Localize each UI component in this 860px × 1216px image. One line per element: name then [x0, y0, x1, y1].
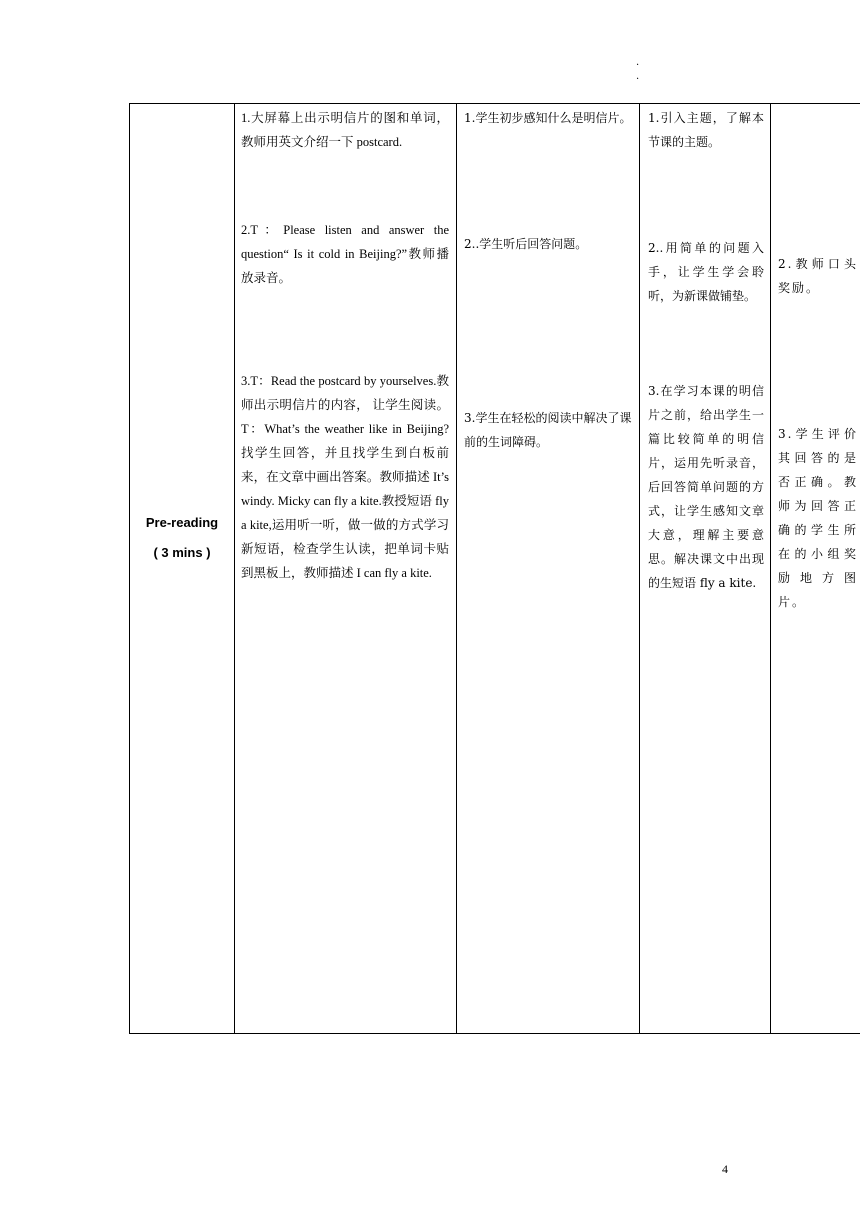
lesson-plan-table [129, 103, 860, 1034]
evaluation-1: 2.教师口头奖励。 [778, 257, 858, 295]
header-mark: . [636, 71, 640, 82]
teacher-activity-1: 1.大屏幕上出示明信片的图和单词，教师用英文介绍一下 postcard. [241, 111, 449, 149]
student-activity-2: 2..学生听后回答问题。 [464, 237, 588, 251]
purpose-3: 3.在学习本课的明信片之前，给出学生一篇比较简单的明信片，运用先听录音，后回答简单问题的方式，让学生感知文章大意，理解主要意思。解决课文中出现的生短语 fly a kite. [648, 384, 764, 590]
stage-name: Pre-reading [145, 515, 219, 530]
student-activity-3: 3.学生在轻松的阅读中解决了课前的生词障碍。 [464, 411, 632, 449]
page-number: 4 [722, 1162, 728, 1176]
teacher-activity-2: 2.T：Please listen and answer the question“ Is it cold in Beijing?”教师播放录音。 [241, 223, 449, 285]
teacher-activity-cell [235, 104, 457, 1034]
table-row [130, 104, 860, 1034]
purpose-cell [640, 104, 771, 1034]
purpose-2: 2..用简单的问题入手，让学生学会聆听，为新课做铺垫。 [648, 241, 764, 303]
teacher-activity-3: 3.T：Read the postcard by yourselves.教师出示明信片的内容， 让学生阅读。T：What’s the weather like in Beijing?找学生回答，并且找学生到白板前来，在文章中画出答案。教师描述 It’s windy. Micky can fly a kite.教授短语 fly a kite,运用听一听，做一做的方式学习新短语，检查学生认读，把单词卡贴到黑板上，教师描述 I can fly a kite. [241, 374, 449, 580]
stage-cell [130, 104, 235, 1034]
student-activity-cell [457, 104, 640, 1034]
purpose-1: 1.引入主题，了解本节课的主题。 [648, 111, 764, 149]
student-activity-1: 1.学生初步感知什么是明信片。 [464, 111, 632, 125]
header-mark: . [636, 57, 640, 68]
evaluation-2: 3.学生评价其回答的是否正确。教师为回答正确的学生所在的小组奖励地方图片。 [778, 427, 858, 609]
stage-time: ( 3 mins ) [153, 545, 211, 560]
evaluation-cell [771, 104, 860, 1034]
